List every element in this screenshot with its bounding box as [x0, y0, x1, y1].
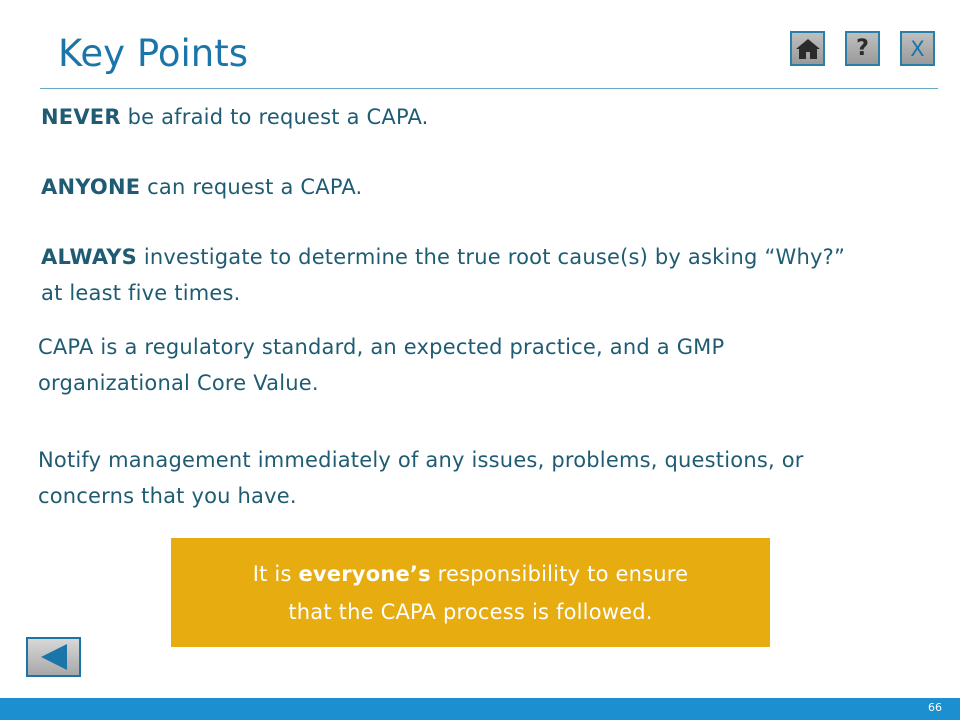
- back-arrow-icon: [39, 643, 69, 671]
- callout-emphasis: everyone’s: [298, 561, 431, 586]
- key-point: [41, 169, 362, 205]
- help-button[interactable]: [845, 31, 880, 66]
- responsibility-callout: [171, 538, 770, 647]
- key-point-emphasis: ANYONE: [41, 175, 141, 199]
- key-point: [41, 239, 871, 311]
- callout-line-2: that the CAPA process is followed.: [288, 599, 653, 624]
- callout-line-1: [253, 555, 689, 593]
- key-point-text: can request a CAPA.: [140, 175, 363, 199]
- key-point: [41, 99, 429, 135]
- slide-title: Key Points: [58, 32, 248, 75]
- callout-suffix: responsibility to ensure: [430, 561, 689, 586]
- help-icon: ?: [856, 36, 869, 61]
- body-paragraph: Notify management immediately of any issues, problems, questions, or concerns that you have.: [38, 448, 804, 508]
- title-divider: [40, 88, 938, 89]
- close-icon: X: [910, 36, 925, 61]
- key-point-emphasis: ALWAYS: [41, 245, 137, 269]
- key-point-text: be afraid to request a CAPA.: [120, 105, 429, 129]
- key-point-text: investigate to determine the true root cause(s) by asking “Why?” at least five times.: [41, 245, 846, 305]
- exit-button[interactable]: [900, 31, 935, 66]
- page-number: 66: [928, 701, 942, 714]
- key-point-emphasis: NEVER: [41, 105, 121, 129]
- footer-bar: [0, 698, 960, 720]
- home-icon: [795, 37, 821, 61]
- body-paragraph: CAPA is a regulatory standard, an expected practice, and a GMP organizational Core Value.: [38, 335, 725, 395]
- back-button[interactable]: [26, 637, 81, 677]
- home-button[interactable]: [790, 31, 825, 66]
- callout-prefix: It is: [252, 561, 299, 586]
